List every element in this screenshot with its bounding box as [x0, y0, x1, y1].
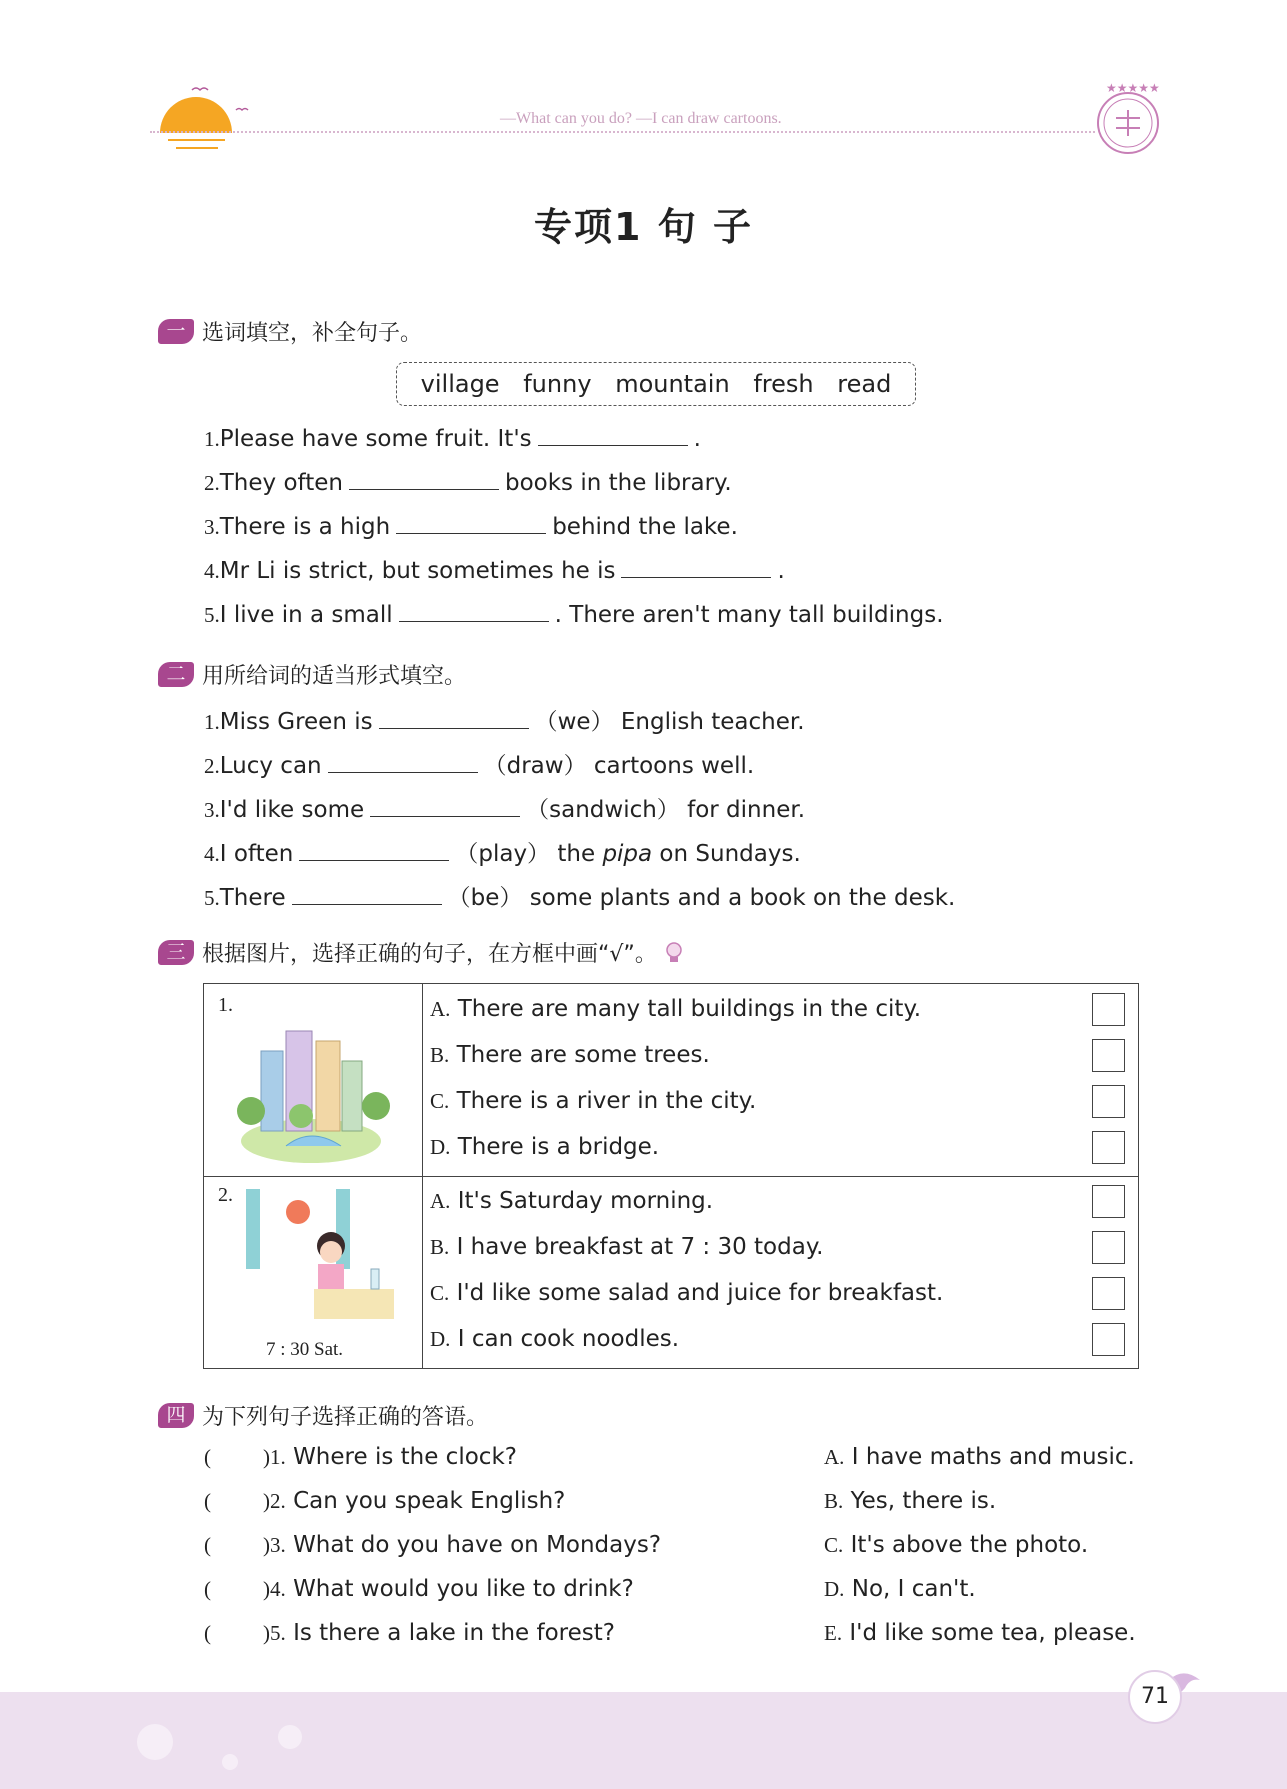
answer-checkbox[interactable]	[1092, 1039, 1125, 1072]
section-4-heading	[158, 1400, 488, 1431]
section-2-badge: 二	[158, 662, 194, 687]
answer-checkbox[interactable]	[1092, 1185, 1125, 1218]
section-4-badge: 四	[158, 1403, 194, 1428]
answer-blank[interactable]	[370, 796, 520, 817]
answer-checkbox[interactable]	[1092, 1323, 1125, 1356]
match-answer: E. I'd like some tea, please.	[824, 1620, 1136, 1646]
section-4-title: 为下列句子选择正确的答语。	[202, 1405, 489, 1430]
header-slogan: —What can you do? —I can draw cartoons.	[500, 110, 782, 127]
s2-question: 2.Lucy can （draw） cartoons well.	[204, 753, 755, 779]
answer-blank[interactable]	[621, 557, 771, 578]
page-title: 专项1 句 子	[534, 205, 753, 249]
table-divider	[204, 1176, 1138, 1177]
section-1-title: 选词填空，补全句子。	[202, 321, 423, 346]
section-3-title: 根据图片，选择正确的句子，在方框中画“√”。	[202, 942, 657, 967]
word-bank-item: fresh	[753, 370, 814, 398]
sunset-logo-icon	[150, 78, 260, 158]
match-answer: B. Yes, there is.	[824, 1488, 997, 1514]
row-number: 2.	[218, 1184, 233, 1206]
option-text: D. There is a bridge.	[430, 1134, 660, 1160]
option-text: B. There are some trees.	[430, 1042, 710, 1068]
answer-blank[interactable]	[349, 469, 499, 490]
match-question: ( )5. Is there a lake in the forest?	[204, 1620, 615, 1646]
row-number: 1.	[218, 994, 233, 1016]
s1-question: 5.I live in a small . There aren't many tall buildings.	[204, 602, 944, 628]
brand-seal-icon	[1088, 78, 1168, 163]
option-text: C. There is a river in the city.	[430, 1088, 757, 1114]
s1-question: 1.Please have some fruit. It's .	[204, 426, 701, 452]
s1-question: 4.Mr Li is strict, but sometimes he is .	[204, 558, 785, 584]
match-question: ( )1. Where is the clock?	[204, 1444, 517, 1470]
s2-question: 4.I often （play） the pipa on Sundays.	[204, 841, 801, 867]
section-1-badge: 一	[158, 319, 194, 344]
answer-blank[interactable]	[396, 513, 546, 534]
page-number: 71	[1128, 1670, 1182, 1724]
word-bank-item: village	[420, 370, 500, 398]
answer-checkbox[interactable]	[1092, 1085, 1125, 1118]
picture-choice-table	[203, 983, 1139, 1369]
footer-band	[0, 1692, 1287, 1789]
match-question: ( )2. Can you speak English?	[204, 1488, 566, 1514]
match-answer: D. No, I can't.	[824, 1576, 976, 1602]
svg-text:★★★★★: ★★★★★	[1106, 81, 1160, 95]
answer-blank[interactable]	[379, 708, 529, 729]
option-text: D. I can cook noodles.	[430, 1326, 680, 1352]
picture-caption: 7 : 30 Sat.	[266, 1339, 344, 1360]
word-bank-item: read	[837, 370, 892, 398]
header-divider	[150, 131, 1095, 133]
section-1-heading	[158, 316, 422, 347]
answer-blank[interactable]	[538, 425, 688, 446]
match-question: ( )3. What do you have on Mondays?	[204, 1532, 662, 1558]
s2-question: 1.Miss Green is （we） English teacher.	[204, 709, 805, 735]
section-2-title: 用所给词的适当形式填空。	[202, 664, 467, 689]
lightbulb-icon	[663, 941, 685, 965]
section-3-badge: 三	[158, 940, 194, 965]
word-bank	[396, 362, 916, 406]
word-bank-item: funny	[523, 370, 592, 398]
word-bank-item: mountain	[615, 370, 730, 398]
match-question: ( )4. What would you like to drink?	[204, 1576, 634, 1602]
answer-checkbox[interactable]	[1092, 1277, 1125, 1310]
answer-blank[interactable]	[292, 884, 442, 905]
match-answer: A. I have maths and music.	[824, 1444, 1135, 1470]
option-text: C. I'd like some salad and juice for breakfast.	[430, 1280, 944, 1306]
city-illustration-icon	[226, 1006, 396, 1171]
option-text: B. I have breakfast at 7 : 30 today.	[430, 1234, 824, 1260]
bubble-decoration-icon	[120, 1712, 320, 1782]
breakfast-girl-illustration-icon	[236, 1184, 396, 1324]
s2-question: 5.There （be） some plants and a book on the desk.	[204, 885, 956, 911]
s1-question: 3.There is a high behind the lake.	[204, 514, 738, 540]
option-text: A. There are many tall buildings in the city.	[430, 996, 922, 1022]
answer-checkbox[interactable]	[1092, 1131, 1125, 1164]
answer-checkbox[interactable]	[1092, 1231, 1125, 1264]
option-text: A. It's Saturday morning.	[430, 1188, 714, 1214]
answer-checkbox[interactable]	[1092, 993, 1125, 1026]
match-answer: C. It's above the photo.	[824, 1532, 1089, 1558]
section-2-heading	[158, 659, 466, 690]
answer-blank[interactable]	[328, 752, 478, 773]
s1-question: 2.They often books in the library.	[204, 470, 732, 496]
answer-blank[interactable]	[399, 601, 549, 622]
section-3-heading	[158, 937, 685, 968]
answer-blank[interactable]	[299, 840, 449, 861]
s2-question: 3.I'd like some （sandwich） for dinner.	[204, 797, 805, 823]
